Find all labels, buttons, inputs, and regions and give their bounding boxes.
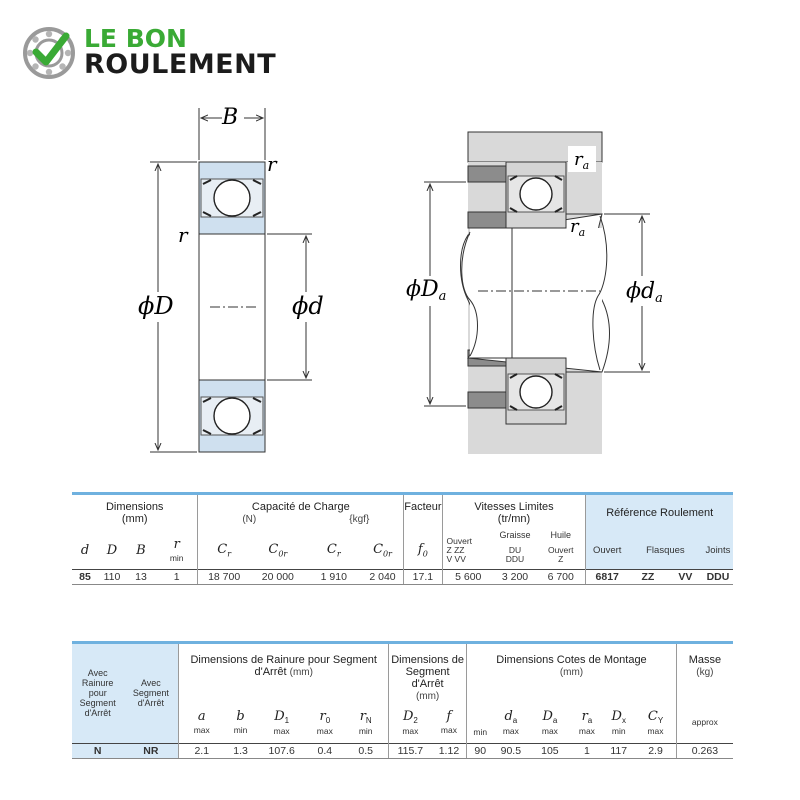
col-f: f max: [440, 709, 457, 736]
col-r0: $r_0$ max: [316, 708, 333, 736]
dimensions-table: [72, 492, 733, 585]
ra-mid-label: $r_a$: [570, 216, 586, 239]
col-CY: $C_Y$ max: [647, 708, 664, 736]
col-D2: $D_2$ max: [389, 703, 432, 743]
Da-label: ϕDa: [406, 277, 447, 304]
col-d: d: [80, 542, 90, 558]
mounting-section: [461, 132, 610, 454]
col-ra: $r_a$ max: [578, 708, 595, 736]
col-r: r min: [169, 536, 184, 563]
brand-logo: [22, 24, 302, 84]
avec-rainure-header: Avec Rainure pour Segment d'Arrêt: [72, 643, 123, 744]
col-ouvert: Ouvert: [586, 532, 628, 570]
col-da-min: min: [467, 703, 494, 743]
cotes-header: Dimensions Cotes de Montage (mm): [467, 643, 677, 704]
r-top-label: r: [267, 152, 277, 176]
col-masse: approx: [676, 703, 733, 743]
avec-segment-header: Avec Segment d'Arrêt: [123, 643, 179, 744]
mounting-table: [72, 641, 733, 759]
col-D1: $D_1$ max: [273, 708, 290, 736]
col-C0r: $C_{0r}$: [268, 541, 288, 559]
col-b: b min: [233, 709, 248, 736]
col-Da: $D_a$ max: [541, 708, 558, 736]
facteur-header: Facteur: [404, 494, 442, 532]
col-da-max: $d_a$ max: [502, 708, 519, 736]
col-Dx: $D_x$ min: [611, 708, 626, 736]
D-label: ϕD: [138, 292, 174, 320]
reference-header: Référence Roulement: [586, 494, 733, 532]
col-rN: $r_N$ min: [358, 708, 373, 736]
logo-line2: ROULEMENT: [84, 49, 277, 80]
col-Cr: $C_r$: [198, 532, 250, 570]
col-Cr-kgf: $C_r$: [326, 541, 341, 559]
r-left-label: r: [178, 223, 188, 247]
bearing-drawing: [0, 95, 800, 465]
col-B: B: [136, 542, 146, 558]
bearing-check-icon: [22, 24, 78, 80]
dimensions-header: Dimensions (mm): [105, 501, 164, 526]
logo-line1: LE BON: [84, 24, 187, 53]
col-joints: Joints: [703, 532, 733, 570]
table-row: 85 110 13 1 18 700 20 000 1 910 2 040 17.1 5 600 3 200 6 700 6817 ZZ VV DDU: [72, 570, 733, 585]
rainure-header: Dimensions de Rainure pour Segment d'Arrêt (mm): [179, 643, 389, 704]
col-D: D: [106, 542, 118, 558]
col-huile: Huile Ouvert Z: [547, 529, 574, 564]
ra-top-label: $r_a$: [574, 149, 590, 172]
bearing-section: [199, 162, 265, 452]
col-graisse-ouvert: Ouvert Z ZZ V VV: [442, 532, 494, 570]
masse-header: Masse (kg): [676, 643, 733, 704]
vitesses-header: Vitesses Limites (tr/mn): [442, 494, 586, 532]
table-row: N NR 2.1 1.3 107.6 0.4 0.5 115.7 1.12 90 90.5 105 1 117 2.9 0.263: [72, 743, 733, 758]
B-label: B: [222, 105, 239, 130]
col-f0: $f_0$: [404, 532, 442, 570]
d-label: ϕd: [292, 292, 324, 320]
col-flasques: Flasques: [628, 532, 703, 570]
capacite-header: Capacité de Charge (N) {kgf}: [198, 494, 404, 532]
col-C0r-kgf: $C_{0r}$: [373, 541, 392, 559]
col-a: a max: [179, 703, 224, 743]
col-graisse-du: Graisse DU DDU: [499, 529, 531, 564]
segment-header: Dimensions de Segment d'Arrêt (mm): [389, 643, 467, 704]
da-label: ϕda: [626, 279, 663, 306]
